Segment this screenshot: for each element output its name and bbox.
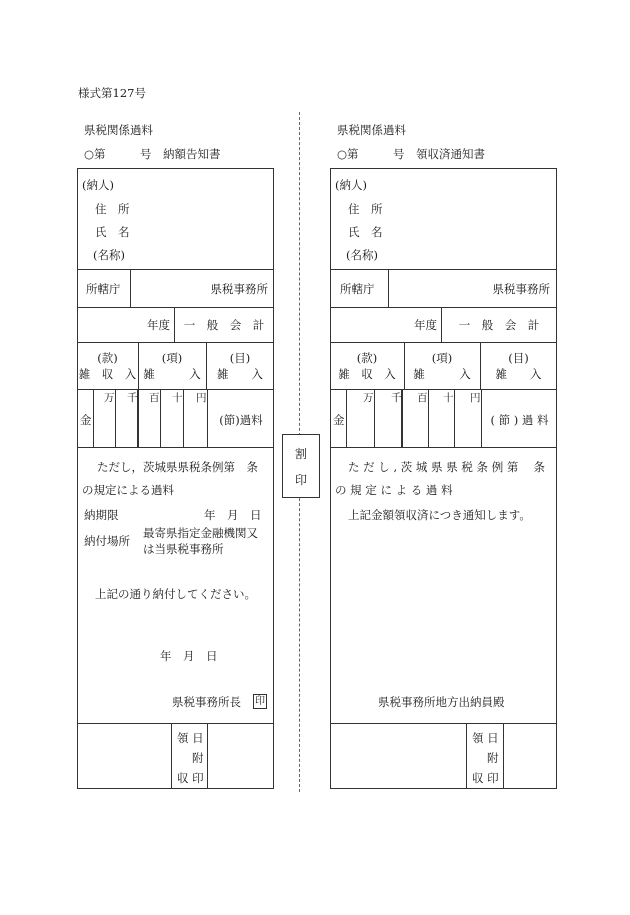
right-kou-value: 雑 入 bbox=[413, 367, 471, 381]
tally-seal-box bbox=[282, 434, 320, 498]
right-address-label: 住 所 bbox=[348, 202, 383, 216]
left-notice: 上記の通り納付してください。 bbox=[95, 587, 256, 601]
right-payer-label: (納人) bbox=[335, 178, 367, 192]
right-name-label: 氏 名 bbox=[348, 225, 383, 239]
right-entity-label: (名称) bbox=[346, 248, 378, 262]
left-divider bbox=[174, 307, 175, 342]
left-title-line1: 県税関係過料 bbox=[84, 123, 153, 137]
left-place-label: 納付場所 bbox=[84, 534, 130, 548]
right-receipt-line3: 収 印 bbox=[472, 771, 499, 785]
left-receipt-line2: 附 bbox=[192, 751, 204, 765]
seal-label-top: 割 bbox=[294, 447, 307, 461]
right-office-label: 所轄庁 bbox=[340, 282, 375, 296]
left-setsu-label: (節)過料 bbox=[219, 413, 263, 427]
right-divider bbox=[454, 389, 455, 447]
right-unit-hyaku: 百 bbox=[417, 392, 428, 404]
right-receipt-line1: 領 日 bbox=[472, 731, 499, 745]
right-notice: 上記金額領収済につき通知します。 bbox=[348, 508, 531, 522]
right-moku-header: (目) bbox=[508, 351, 529, 365]
left-receipt-line1: 領 日 bbox=[177, 731, 204, 745]
left-divider bbox=[77, 307, 274, 308]
left-divider bbox=[77, 723, 274, 724]
left-seal-stamp: 印 bbox=[255, 696, 265, 707]
left-kou-value: 雑 入 bbox=[143, 367, 201, 381]
left-proviso-line2: の規定による過料 bbox=[82, 483, 174, 497]
right-divider bbox=[330, 723, 557, 724]
left-kan-value: 雑 収 入 bbox=[78, 367, 137, 381]
left-proviso-line1: ただし，茨城県県税条例第 条 bbox=[97, 460, 258, 474]
seal-label-bottom: 印 bbox=[294, 473, 307, 487]
left-signature: 県税事務所長 bbox=[172, 695, 241, 709]
left-moku-header: (目) bbox=[229, 351, 251, 365]
left-date: 年 月 日 bbox=[160, 649, 218, 663]
form-number: 様式第127号 bbox=[78, 86, 146, 100]
right-account-label: 一 般 会 計 bbox=[458, 318, 540, 332]
left-unit-sen: 千 bbox=[127, 392, 138, 404]
right-year-label: 年度 bbox=[414, 318, 437, 332]
right-title-line2: ○第 号 領収済通知書 bbox=[337, 147, 486, 161]
left-divider bbox=[77, 447, 274, 448]
left-divider bbox=[93, 389, 94, 447]
right-kou-header: (項) bbox=[431, 351, 453, 365]
left-title-line2: ○第 号 納額告知書 bbox=[84, 147, 221, 161]
right-divider bbox=[346, 389, 347, 447]
left-divider bbox=[160, 389, 161, 447]
left-address-label: 住 所 bbox=[95, 202, 130, 216]
right-unit-juu: 十 bbox=[443, 392, 454, 404]
right-divider bbox=[330, 342, 557, 343]
left-divider bbox=[115, 389, 116, 447]
right-divider bbox=[330, 447, 557, 448]
right-unit-en: 円 bbox=[470, 392, 481, 404]
left-moku-value: 雑 入 bbox=[217, 367, 263, 381]
left-payer-label: (納人) bbox=[82, 178, 114, 192]
left-name-label: 氏 名 bbox=[95, 225, 130, 239]
left-unit-man: 万 bbox=[104, 392, 115, 404]
left-divider bbox=[207, 723, 208, 789]
right-proviso-line1: た だ し , 茨 城 県 県 税 条 例 第 条 bbox=[348, 460, 546, 474]
right-divider bbox=[441, 307, 442, 342]
right-kan-value: 雑 収 入 bbox=[338, 367, 396, 381]
right-unit-sen: 千 bbox=[391, 392, 402, 404]
right-divider bbox=[466, 723, 467, 789]
right-kan-header: (款) bbox=[356, 351, 378, 365]
right-receipt-line2: 附 bbox=[487, 751, 499, 765]
left-unit-hyaku: 百 bbox=[149, 392, 160, 404]
right-office-value: 県税事務所 bbox=[492, 282, 550, 296]
left-unit-juu: 十 bbox=[172, 392, 183, 404]
left-kou-header: (項) bbox=[161, 351, 183, 365]
left-account-label: 一 般 会 計 bbox=[183, 318, 265, 332]
left-deadline-value: 年 月 日 bbox=[204, 508, 262, 522]
right-divider bbox=[428, 389, 429, 447]
right-divider bbox=[374, 389, 375, 447]
right-divider bbox=[330, 307, 557, 308]
left-office-value: 県税事務所 bbox=[210, 282, 268, 296]
left-place-value-line1: 最寄県指定金融機関又 bbox=[143, 526, 258, 540]
right-unit-man: 万 bbox=[363, 392, 374, 404]
left-divider bbox=[77, 342, 274, 343]
right-money-label: 金 bbox=[333, 413, 345, 427]
right-proviso-line2: の 規 定 に よ る 過 料 bbox=[335, 483, 453, 497]
left-place-value-line2: は当県税事務所 bbox=[143, 542, 224, 556]
right-setsu-label: ( 節 ) 過 料 bbox=[490, 413, 549, 427]
right-title-line1: 県税関係過料 bbox=[337, 123, 406, 137]
right-divider bbox=[330, 269, 557, 270]
left-divider bbox=[77, 269, 274, 270]
right-moku-value: 雑 入 bbox=[495, 367, 542, 381]
left-unit-en: 円 bbox=[196, 392, 207, 404]
left-deadline-label: 納期限 bbox=[84, 508, 119, 522]
right-signature: 県税事務所地方出納員殿 bbox=[378, 695, 505, 709]
left-entity-label: (名称) bbox=[93, 248, 125, 262]
left-divider bbox=[171, 723, 172, 789]
left-money-label: 金 bbox=[80, 413, 92, 427]
right-divider bbox=[503, 723, 504, 789]
left-receipt-line3: 収 印 bbox=[177, 771, 204, 785]
left-divider bbox=[183, 389, 184, 447]
left-office-label: 所轄庁 bbox=[86, 282, 121, 296]
left-year-label: 年度 bbox=[147, 318, 170, 332]
left-kan-header: (款) bbox=[97, 351, 118, 365]
